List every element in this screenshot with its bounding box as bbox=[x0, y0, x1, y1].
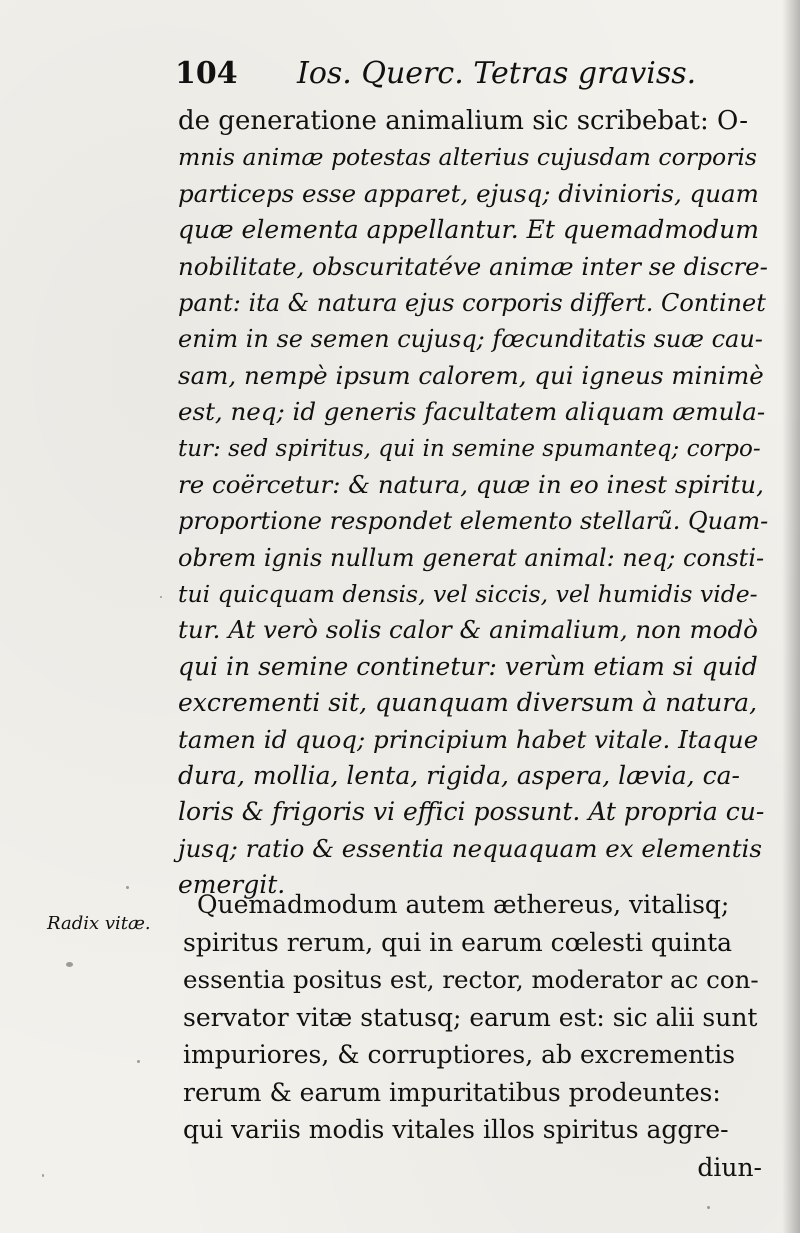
text-line: spiritus rerum, qui in earum cœlesti quinta bbox=[183, 927, 733, 957]
text-line: servator vitæ statusq; earum est: sic alii sunt bbox=[183, 1002, 758, 1032]
text-line: excrementi sit, quanquam diversum à natura, bbox=[178, 688, 758, 718]
text-line: rerum & earum impuritatibus prodeuntes: bbox=[183, 1077, 721, 1107]
text-line: emergit. bbox=[178, 870, 286, 900]
roman-paragraph bbox=[183, 886, 768, 1186]
text-line: obrem ignis nullum generat animal: neq; consti- bbox=[178, 543, 765, 572]
text-line: jusq; ratio & essentia nequaquam ex elementis bbox=[178, 833, 762, 863]
text-line: qui in semine continetur: verùm etiam si quid bbox=[178, 651, 758, 681]
text-line: dura, mollia, lenta, rigida, aspera, lævia, ca- bbox=[178, 761, 740, 791]
text-line: tui quicquam densis, vel siccis, vel humidis vide- bbox=[178, 580, 758, 609]
text-line: proportione respondet elemento stellarũ. Quam- bbox=[178, 507, 769, 536]
text-line: tur. At verò solis calor & animalium, non modò bbox=[178, 615, 758, 645]
page-number: 104 bbox=[175, 56, 238, 91]
catchword: diun- bbox=[697, 1152, 762, 1182]
text-line: Quemadmodum autem æthereus, vitalisq; bbox=[197, 890, 730, 919]
text-line: pant: ita & natura ejus corporis differt. Continet bbox=[178, 288, 766, 317]
text-line: tur: sed spiritus, qui in semine spumanteq; corpo- bbox=[178, 435, 761, 462]
text-line: qui variis modis vitales illos spiritus aggre- bbox=[183, 1115, 729, 1144]
text-line: essentia positus est, rector, moderator ac con- bbox=[183, 965, 759, 994]
text-line: tamen id quoq; principium habet vitale. Itaque bbox=[178, 724, 759, 754]
text-line: enim in se semen cujusq; fœcunditatis suæ cau- bbox=[178, 325, 763, 354]
text-line: particeps esse apparet, ejusq; divinioris, quam bbox=[178, 178, 759, 208]
text-line: loris & frigoris vi effici possunt. At propria cu- bbox=[178, 797, 765, 827]
text-line: de generatione animalium sic scribebat: O- bbox=[178, 106, 749, 136]
italic-quotation-block bbox=[178, 103, 768, 904]
text-line: mnis animæ potestas alterius cujusdam corporis bbox=[178, 143, 757, 172]
running-header bbox=[175, 52, 697, 96]
text-line: quæ elementa appellantur. Et quemadmodum bbox=[178, 215, 759, 245]
page-edge-shadow bbox=[782, 0, 800, 1233]
text-line: re coërcetur: & natura, quæ in eo inest spiritu, bbox=[178, 469, 764, 499]
running-title: Ios. Querc. Tetras graviss. bbox=[297, 56, 697, 91]
text-line: impuriores, & corruptiores, ab excrementis bbox=[183, 1040, 736, 1069]
margin-note: Radix vitæ. bbox=[47, 913, 151, 934]
text-line: sam, nempè ipsum calorem, qui igneus minimè bbox=[178, 360, 764, 390]
text-line: nobilitate, obscuritatéve animæ inter se discre- bbox=[178, 251, 768, 281]
text-line: est, neq; id generis facultatem aliquam æmula- bbox=[178, 397, 766, 427]
